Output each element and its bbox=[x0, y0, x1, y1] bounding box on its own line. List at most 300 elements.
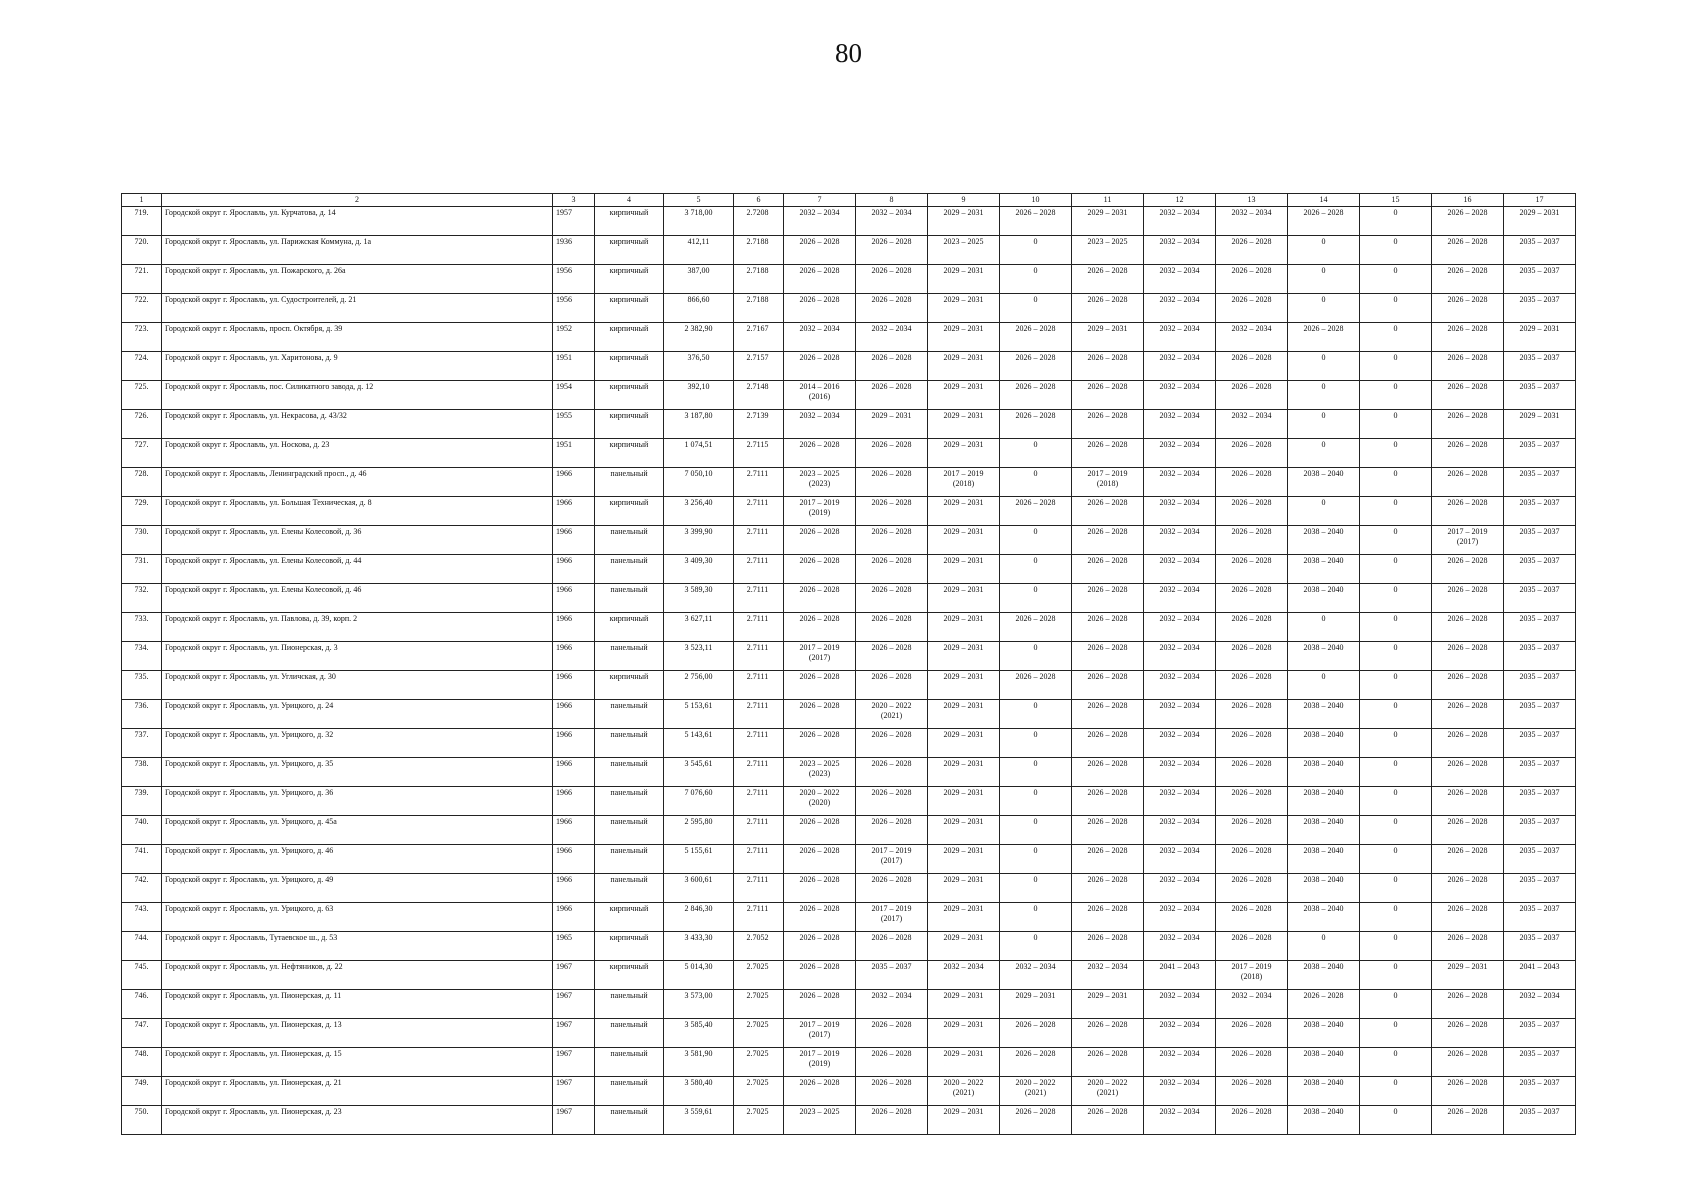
table-cell-col12: 2032 – 2034 bbox=[1144, 787, 1216, 816]
table-cell-col2: Городской округ г. Ярославль, ул. Пионерская, д. 3 bbox=[162, 642, 553, 671]
table-cell-col10: 0 bbox=[1000, 758, 1072, 787]
table-cell-col8: 2026 – 2028 bbox=[856, 729, 928, 758]
table-cell-col1: 747. bbox=[122, 1019, 162, 1048]
table-cell-col1: 736. bbox=[122, 700, 162, 729]
table-cell-col1: 746. bbox=[122, 990, 162, 1019]
table-cell-col17: 2035 – 2037 bbox=[1504, 1077, 1576, 1106]
table-cell-col8: 2026 – 2028 bbox=[856, 613, 928, 642]
column-header-2: 2 bbox=[162, 194, 553, 207]
table-cell-col4: панельный bbox=[595, 584, 664, 613]
table-row bbox=[122, 497, 1576, 526]
table-cell-col16: 2026 – 2028 bbox=[1432, 439, 1504, 468]
table-cell-col11: 2026 – 2028 bbox=[1072, 874, 1144, 903]
column-header-12: 12 bbox=[1144, 194, 1216, 207]
table-cell-col13: 2026 – 2028 bbox=[1216, 381, 1288, 410]
table-cell-col15: 0 bbox=[1360, 700, 1432, 729]
table-cell-col3: 1966 bbox=[553, 584, 595, 613]
table-cell-col14: 2038 – 2040 bbox=[1288, 642, 1360, 671]
table-cell-col15: 0 bbox=[1360, 903, 1432, 932]
table-cell-col14: 0 bbox=[1288, 236, 1360, 265]
table-cell-col14: 2038 – 2040 bbox=[1288, 758, 1360, 787]
table-cell-col6: 2.7025 bbox=[734, 990, 784, 1019]
table-cell-col9: 2029 – 2031 bbox=[928, 265, 1000, 294]
table-cell-col15: 0 bbox=[1360, 555, 1432, 584]
table-cell-col13: 2026 – 2028 bbox=[1216, 903, 1288, 932]
table-cell-col8: 2032 – 2034 bbox=[856, 990, 928, 1019]
table-cell-col3: 1966 bbox=[553, 526, 595, 555]
table-cell-col4: кирпичный bbox=[595, 903, 664, 932]
table-cell-col11: 2023 – 2025 bbox=[1072, 236, 1144, 265]
table-cell-col8: 2026 – 2028 bbox=[856, 526, 928, 555]
table-cell-col17: 2035 – 2037 bbox=[1504, 787, 1576, 816]
table-cell-col17: 2032 – 2034 bbox=[1504, 990, 1576, 1019]
table-cell-col2: Городской округ г. Ярославль, ул. Пионерская, д. 23 bbox=[162, 1106, 553, 1135]
table-cell-col17: 2035 – 2037 bbox=[1504, 1048, 1576, 1077]
table-cell-col12: 2032 – 2034 bbox=[1144, 845, 1216, 874]
table-cell-col3: 1966 bbox=[553, 671, 595, 700]
table-cell-col12: 2032 – 2034 bbox=[1144, 1077, 1216, 1106]
table-cell-col1: 725. bbox=[122, 381, 162, 410]
table-cell-col2: Городской округ г. Ярославль, ул. Пионерская, д. 15 bbox=[162, 1048, 553, 1077]
table-cell-col12: 2032 – 2034 bbox=[1144, 236, 1216, 265]
table-cell-col10: 0 bbox=[1000, 236, 1072, 265]
table-cell-col10: 2026 – 2028 bbox=[1000, 207, 1072, 236]
table-cell-col12: 2032 – 2034 bbox=[1144, 816, 1216, 845]
table-cell-col6: 2.7025 bbox=[734, 1019, 784, 1048]
table-cell-col5: 392,10 bbox=[664, 381, 734, 410]
table-cell-col5: 3 256,40 bbox=[664, 497, 734, 526]
table-cell-col4: кирпичный bbox=[595, 294, 664, 323]
table-cell-col1: 726. bbox=[122, 410, 162, 439]
table-cell-col16: 2026 – 2028 bbox=[1432, 642, 1504, 671]
table-cell-col10: 0 bbox=[1000, 526, 1072, 555]
table-cell-col15: 0 bbox=[1360, 990, 1432, 1019]
table-cell-col1: 721. bbox=[122, 265, 162, 294]
table-cell-col13: 2032 – 2034 bbox=[1216, 410, 1288, 439]
column-header-13: 13 bbox=[1216, 194, 1288, 207]
table-cell-col12: 2032 – 2034 bbox=[1144, 1048, 1216, 1077]
table-row bbox=[122, 1106, 1576, 1135]
table-cell-col15: 0 bbox=[1360, 265, 1432, 294]
table-cell-col11: 2029 – 2031 bbox=[1072, 323, 1144, 352]
table-cell-col14: 0 bbox=[1288, 497, 1360, 526]
table-row bbox=[122, 990, 1576, 1019]
table-cell-col9: 2029 – 2031 bbox=[928, 555, 1000, 584]
table-cell-col4: кирпичный bbox=[595, 932, 664, 961]
table-cell-col16: 2026 – 2028 bbox=[1432, 294, 1504, 323]
table-cell-col14: 2038 – 2040 bbox=[1288, 1077, 1360, 1106]
table-cell-col15: 0 bbox=[1360, 526, 1432, 555]
table-cell-col15: 0 bbox=[1360, 410, 1432, 439]
table-row bbox=[122, 1019, 1576, 1048]
table-cell-col2: Городской округ г. Ярославль, ул. Урицкого, д. 32 bbox=[162, 729, 553, 758]
table-cell-col16: 2026 – 2028 bbox=[1432, 903, 1504, 932]
table-cell-col17: 2029 – 2031 bbox=[1504, 410, 1576, 439]
table-cell-col8: 2035 – 2037 bbox=[856, 961, 928, 990]
table-cell-col11: 2017 – 2019 (2018) bbox=[1072, 468, 1144, 497]
table-cell-col2: Городской округ г. Ярославль, ул. Урицкого, д. 49 bbox=[162, 874, 553, 903]
table-cell-col16: 2026 – 2028 bbox=[1432, 1077, 1504, 1106]
table-cell-col12: 2032 – 2034 bbox=[1144, 584, 1216, 613]
column-header-6: 6 bbox=[734, 194, 784, 207]
table-cell-col10: 2032 – 2034 bbox=[1000, 961, 1072, 990]
table-cell-col5: 376,50 bbox=[664, 352, 734, 381]
table-cell-col7: 2017 – 2019 (2019) bbox=[784, 1048, 856, 1077]
table-cell-col7: 2026 – 2028 bbox=[784, 816, 856, 845]
column-header-1: 1 bbox=[122, 194, 162, 207]
table-cell-col10: 2026 – 2028 bbox=[1000, 613, 1072, 642]
table-row bbox=[122, 468, 1576, 497]
table-cell-col14: 2038 – 2040 bbox=[1288, 1048, 1360, 1077]
table-cell-col2: Городской округ г. Ярославль, ул. Урицкого, д. 63 bbox=[162, 903, 553, 932]
table-cell-col3: 1955 bbox=[553, 410, 595, 439]
table-cell-col4: панельный bbox=[595, 758, 664, 787]
table-cell-col5: 3 600,61 bbox=[664, 874, 734, 903]
table-cell-col11: 2026 – 2028 bbox=[1072, 410, 1144, 439]
table-cell-col17: 2035 – 2037 bbox=[1504, 526, 1576, 555]
table-cell-col3: 1967 bbox=[553, 990, 595, 1019]
table-cell-col15: 0 bbox=[1360, 787, 1432, 816]
table-cell-col9: 2029 – 2031 bbox=[928, 642, 1000, 671]
table-cell-col14: 2038 – 2040 bbox=[1288, 1019, 1360, 1048]
table-cell-col10: 0 bbox=[1000, 642, 1072, 671]
table-cell-col10: 0 bbox=[1000, 845, 1072, 874]
table-cell-col3: 1967 bbox=[553, 961, 595, 990]
table-cell-col17: 2035 – 2037 bbox=[1504, 874, 1576, 903]
table-cell-col13: 2026 – 2028 bbox=[1216, 729, 1288, 758]
table-cell-col10: 0 bbox=[1000, 816, 1072, 845]
table-cell-col1: 728. bbox=[122, 468, 162, 497]
table-cell-col17: 2035 – 2037 bbox=[1504, 265, 1576, 294]
table-cell-col7: 2026 – 2028 bbox=[784, 874, 856, 903]
table-cell-col17: 2029 – 2031 bbox=[1504, 323, 1576, 352]
table-cell-col16: 2026 – 2028 bbox=[1432, 207, 1504, 236]
table-cell-col7: 2026 – 2028 bbox=[784, 990, 856, 1019]
table-cell-col12: 2032 – 2034 bbox=[1144, 729, 1216, 758]
table-cell-col15: 0 bbox=[1360, 584, 1432, 613]
table-cell-col14: 2038 – 2040 bbox=[1288, 816, 1360, 845]
table-cell-col17: 2035 – 2037 bbox=[1504, 1019, 1576, 1048]
table-cell-col12: 2032 – 2034 bbox=[1144, 758, 1216, 787]
table-cell-col7: 2026 – 2028 bbox=[784, 555, 856, 584]
table-cell-col12: 2032 – 2034 bbox=[1144, 294, 1216, 323]
table-cell-col12: 2032 – 2034 bbox=[1144, 323, 1216, 352]
table-cell-col1: 737. bbox=[122, 729, 162, 758]
table-cell-col14: 2038 – 2040 bbox=[1288, 526, 1360, 555]
table-cell-col11: 2032 – 2034 bbox=[1072, 961, 1144, 990]
column-header-16: 16 bbox=[1432, 194, 1504, 207]
table-cell-col17: 2035 – 2037 bbox=[1504, 236, 1576, 265]
table-cell-col1: 740. bbox=[122, 816, 162, 845]
table-cell-col12: 2041 – 2043 bbox=[1144, 961, 1216, 990]
table-cell-col5: 3 581,90 bbox=[664, 1048, 734, 1077]
table-row bbox=[122, 265, 1576, 294]
table-cell-col9: 2017 – 2019 (2018) bbox=[928, 468, 1000, 497]
table-cell-col13: 2026 – 2028 bbox=[1216, 816, 1288, 845]
table-cell-col3: 1966 bbox=[553, 613, 595, 642]
table-cell-col11: 2026 – 2028 bbox=[1072, 642, 1144, 671]
table-cell-col2: Городской округ г. Ярославль, ул. Пионерская, д. 13 bbox=[162, 1019, 553, 1048]
table-cell-col6: 2.7188 bbox=[734, 294, 784, 323]
table-row bbox=[122, 584, 1576, 613]
table-cell-col10: 2026 – 2028 bbox=[1000, 1106, 1072, 1135]
table-cell-col14: 2026 – 2028 bbox=[1288, 990, 1360, 1019]
table-cell-col4: кирпичный bbox=[595, 207, 664, 236]
table-cell-col10: 0 bbox=[1000, 468, 1072, 497]
table-cell-col6: 2.7111 bbox=[734, 787, 784, 816]
table-cell-col14: 2038 – 2040 bbox=[1288, 729, 1360, 758]
table-cell-col15: 0 bbox=[1360, 468, 1432, 497]
table-cell-col12: 2032 – 2034 bbox=[1144, 468, 1216, 497]
table-cell-col16: 2026 – 2028 bbox=[1432, 932, 1504, 961]
table-cell-col16: 2026 – 2028 bbox=[1432, 1106, 1504, 1135]
table-cell-col10: 0 bbox=[1000, 265, 1072, 294]
table-cell-col1: 750. bbox=[122, 1106, 162, 1135]
table-cell-col7: 2032 – 2034 bbox=[784, 323, 856, 352]
table-cell-col17: 2035 – 2037 bbox=[1504, 642, 1576, 671]
table-cell-col16: 2026 – 2028 bbox=[1432, 468, 1504, 497]
table-cell-col12: 2032 – 2034 bbox=[1144, 555, 1216, 584]
table-cell-col4: панельный bbox=[595, 845, 664, 874]
table-cell-col13: 2026 – 2028 bbox=[1216, 787, 1288, 816]
table-cell-col17: 2035 – 2037 bbox=[1504, 468, 1576, 497]
table-cell-col5: 3 580,40 bbox=[664, 1077, 734, 1106]
table-cell-col8: 2026 – 2028 bbox=[856, 758, 928, 787]
table-cell-col3: 1966 bbox=[553, 729, 595, 758]
table-cell-col8: 2026 – 2028 bbox=[856, 352, 928, 381]
table-cell-col5: 7 076,60 bbox=[664, 787, 734, 816]
table-row bbox=[122, 526, 1576, 555]
table-cell-col6: 2.7025 bbox=[734, 1048, 784, 1077]
table-cell-col10: 2026 – 2028 bbox=[1000, 323, 1072, 352]
column-header-5: 5 bbox=[664, 194, 734, 207]
column-header-3: 3 bbox=[553, 194, 595, 207]
table-row bbox=[122, 439, 1576, 468]
table-cell-col3: 1966 bbox=[553, 787, 595, 816]
table-cell-col13: 2026 – 2028 bbox=[1216, 468, 1288, 497]
table-cell-col8: 2026 – 2028 bbox=[856, 1048, 928, 1077]
table-cell-col1: 729. bbox=[122, 497, 162, 526]
table-cell-col6: 2.7208 bbox=[734, 207, 784, 236]
column-header-8: 8 bbox=[856, 194, 928, 207]
table-cell-col10: 0 bbox=[1000, 903, 1072, 932]
table-row bbox=[122, 729, 1576, 758]
table-cell-col7: 2026 – 2028 bbox=[784, 700, 856, 729]
table-cell-col8: 2026 – 2028 bbox=[856, 236, 928, 265]
table-cell-col10: 0 bbox=[1000, 294, 1072, 323]
table-cell-col3: 1967 bbox=[553, 1077, 595, 1106]
table-cell-col12: 2032 – 2034 bbox=[1144, 265, 1216, 294]
table-cell-col12: 2032 – 2034 bbox=[1144, 990, 1216, 1019]
table-cell-col17: 2035 – 2037 bbox=[1504, 903, 1576, 932]
table-cell-col7: 2023 – 2025 (2023) bbox=[784, 758, 856, 787]
table-row bbox=[122, 207, 1576, 236]
column-header-10: 10 bbox=[1000, 194, 1072, 207]
table-cell-col13: 2026 – 2028 bbox=[1216, 932, 1288, 961]
table-cell-col15: 0 bbox=[1360, 294, 1432, 323]
table-cell-col4: панельный bbox=[595, 700, 664, 729]
table-cell-col1: 742. bbox=[122, 874, 162, 903]
table-cell-col9: 2029 – 2031 bbox=[928, 497, 1000, 526]
table-cell-col7: 2026 – 2028 bbox=[784, 439, 856, 468]
table-cell-col15: 0 bbox=[1360, 1077, 1432, 1106]
table-cell-col8: 2026 – 2028 bbox=[856, 1106, 928, 1135]
table-cell-col12: 2032 – 2034 bbox=[1144, 700, 1216, 729]
table-cell-col1: 732. bbox=[122, 584, 162, 613]
table-cell-col15: 0 bbox=[1360, 961, 1432, 990]
table-cell-col12: 2032 – 2034 bbox=[1144, 1106, 1216, 1135]
table-cell-col15: 0 bbox=[1360, 729, 1432, 758]
table-cell-col7: 2023 – 2025 (2023) bbox=[784, 468, 856, 497]
table-cell-col14: 2038 – 2040 bbox=[1288, 1106, 1360, 1135]
table-row bbox=[122, 410, 1576, 439]
table-cell-col17: 2035 – 2037 bbox=[1504, 497, 1576, 526]
table-cell-col11: 2026 – 2028 bbox=[1072, 845, 1144, 874]
table-cell-col6: 2.7115 bbox=[734, 439, 784, 468]
table-row bbox=[122, 700, 1576, 729]
table-cell-col6: 2.7025 bbox=[734, 1106, 784, 1135]
table-cell-col15: 0 bbox=[1360, 439, 1432, 468]
table-cell-col1: 722. bbox=[122, 294, 162, 323]
table-cell-col8: 2026 – 2028 bbox=[856, 468, 928, 497]
table-cell-col12: 2032 – 2034 bbox=[1144, 932, 1216, 961]
table-cell-col10: 0 bbox=[1000, 729, 1072, 758]
table-cell-col10: 0 bbox=[1000, 874, 1072, 903]
table-cell-col2: Городской округ г. Ярославль, ул. Урицкого, д. 45а bbox=[162, 816, 553, 845]
table-cell-col14: 0 bbox=[1288, 932, 1360, 961]
table-cell-col11: 2026 – 2028 bbox=[1072, 903, 1144, 932]
table-cell-col1: 720. bbox=[122, 236, 162, 265]
table-cell-col17: 2029 – 2031 bbox=[1504, 207, 1576, 236]
table-cell-col9: 2029 – 2031 bbox=[928, 613, 1000, 642]
header-row bbox=[122, 194, 1576, 207]
column-header-4: 4 bbox=[595, 194, 664, 207]
table-cell-col16: 2026 – 2028 bbox=[1432, 845, 1504, 874]
table-cell-col16: 2026 – 2028 bbox=[1432, 729, 1504, 758]
table-cell-col1: 730. bbox=[122, 526, 162, 555]
table-cell-col12: 2032 – 2034 bbox=[1144, 526, 1216, 555]
table-cell-col8: 2026 – 2028 bbox=[856, 265, 928, 294]
table-cell-col5: 2 756,00 bbox=[664, 671, 734, 700]
table-cell-col3: 1951 bbox=[553, 439, 595, 468]
table-cell-col11: 2026 – 2028 bbox=[1072, 294, 1144, 323]
table-cell-col14: 0 bbox=[1288, 410, 1360, 439]
table-cell-col11: 2026 – 2028 bbox=[1072, 439, 1144, 468]
table-cell-col16: 2029 – 2031 bbox=[1432, 961, 1504, 990]
table-cell-col16: 2026 – 2028 bbox=[1432, 410, 1504, 439]
table-cell-col16: 2026 – 2028 bbox=[1432, 265, 1504, 294]
table-cell-col15: 0 bbox=[1360, 497, 1432, 526]
table-cell-col5: 5 153,61 bbox=[664, 700, 734, 729]
table-cell-col4: панельный bbox=[595, 874, 664, 903]
table-cell-col6: 2.7025 bbox=[734, 1077, 784, 1106]
table-cell-col7: 2023 – 2025 bbox=[784, 1106, 856, 1135]
table-cell-col6: 2.7111 bbox=[734, 671, 784, 700]
table-cell-col4: кирпичный bbox=[595, 497, 664, 526]
table-cell-col13: 2026 – 2028 bbox=[1216, 236, 1288, 265]
table-row bbox=[122, 816, 1576, 845]
table-cell-col3: 1966 bbox=[553, 816, 595, 845]
table-cell-col14: 2038 – 2040 bbox=[1288, 700, 1360, 729]
table-cell-col8: 2017 – 2019 (2017) bbox=[856, 903, 928, 932]
table-cell-col10: 2026 – 2028 bbox=[1000, 497, 1072, 526]
table-cell-col11: 2026 – 2028 bbox=[1072, 1106, 1144, 1135]
table-row bbox=[122, 1077, 1576, 1106]
table-cell-col7: 2032 – 2034 bbox=[784, 207, 856, 236]
table-cell-col4: кирпичный bbox=[595, 381, 664, 410]
table-cell-col10: 2029 – 2031 bbox=[1000, 990, 1072, 1019]
table-cell-col16: 2026 – 2028 bbox=[1432, 584, 1504, 613]
table-cell-col13: 2026 – 2028 bbox=[1216, 642, 1288, 671]
table-cell-col10: 2026 – 2028 bbox=[1000, 671, 1072, 700]
table-cell-col11: 2026 – 2028 bbox=[1072, 265, 1144, 294]
table-cell-col14: 0 bbox=[1288, 265, 1360, 294]
table-cell-col2: Городской округ г. Ярославль, ул. Нефтяников, д. 22 bbox=[162, 961, 553, 990]
table-cell-col3: 1966 bbox=[553, 555, 595, 584]
table-cell-col1: 727. bbox=[122, 439, 162, 468]
table-cell-col5: 3 409,30 bbox=[664, 555, 734, 584]
table-cell-col14: 2038 – 2040 bbox=[1288, 555, 1360, 584]
table-cell-col3: 1956 bbox=[553, 294, 595, 323]
table-cell-col5: 3 559,61 bbox=[664, 1106, 734, 1135]
table-cell-col17: 2041 – 2043 bbox=[1504, 961, 1576, 990]
table-cell-col17: 2035 – 2037 bbox=[1504, 1106, 1576, 1135]
table-cell-col1: 733. bbox=[122, 613, 162, 642]
table-cell-col5: 7 050,10 bbox=[664, 468, 734, 497]
table-cell-col2: Городской округ г. Ярославль, ул. Большая Техническая, д. 8 bbox=[162, 497, 553, 526]
table-cell-col16: 2026 – 2028 bbox=[1432, 352, 1504, 381]
table-cell-col6: 2.7111 bbox=[734, 584, 784, 613]
table-cell-col14: 0 bbox=[1288, 439, 1360, 468]
table-cell-col11: 2026 – 2028 bbox=[1072, 613, 1144, 642]
table-cell-col5: 2 382,90 bbox=[664, 323, 734, 352]
table-cell-col2: Городской округ г. Ярославль, ул. Пожарского, д. 26а bbox=[162, 265, 553, 294]
table-cell-col3: 1965 bbox=[553, 932, 595, 961]
table-cell-col8: 2026 – 2028 bbox=[856, 439, 928, 468]
table-cell-col17: 2035 – 2037 bbox=[1504, 816, 1576, 845]
table-cell-col13: 2017 – 2019 (2018) bbox=[1216, 961, 1288, 990]
table-cell-col13: 2026 – 2028 bbox=[1216, 758, 1288, 787]
table-cell-col9: 2029 – 2031 bbox=[928, 439, 1000, 468]
table-cell-col15: 0 bbox=[1360, 613, 1432, 642]
table-cell-col9: 2020 – 2022 (2021) bbox=[928, 1077, 1000, 1106]
table-container bbox=[121, 193, 1576, 1135]
table-cell-col8: 2026 – 2028 bbox=[856, 816, 928, 845]
table-cell-col4: панельный bbox=[595, 1048, 664, 1077]
table-cell-col2: Городской округ г. Ярославль, ул. Пионерская, д. 21 bbox=[162, 1077, 553, 1106]
table-cell-col4: панельный bbox=[595, 816, 664, 845]
table-cell-col7: 2026 – 2028 bbox=[784, 729, 856, 758]
table-cell-col10: 2026 – 2028 bbox=[1000, 410, 1072, 439]
table-row bbox=[122, 323, 1576, 352]
table-cell-col12: 2032 – 2034 bbox=[1144, 497, 1216, 526]
table-cell-col15: 0 bbox=[1360, 236, 1432, 265]
table-cell-col4: кирпичный bbox=[595, 439, 664, 468]
table-cell-col5: 412,11 bbox=[664, 236, 734, 265]
table-cell-col16: 2026 – 2028 bbox=[1432, 874, 1504, 903]
table-cell-col6: 2.7188 bbox=[734, 265, 784, 294]
table-cell-col17: 2035 – 2037 bbox=[1504, 294, 1576, 323]
table-cell-col13: 2026 – 2028 bbox=[1216, 352, 1288, 381]
table-cell-col8: 2026 – 2028 bbox=[856, 642, 928, 671]
table-cell-col9: 2029 – 2031 bbox=[928, 729, 1000, 758]
table-cell-col15: 0 bbox=[1360, 352, 1432, 381]
table-cell-col14: 0 bbox=[1288, 381, 1360, 410]
table-cell-col3: 1966 bbox=[553, 845, 595, 874]
table-cell-col8: 2026 – 2028 bbox=[856, 555, 928, 584]
table-cell-col14: 2038 – 2040 bbox=[1288, 584, 1360, 613]
table-cell-col5: 3 585,40 bbox=[664, 1019, 734, 1048]
